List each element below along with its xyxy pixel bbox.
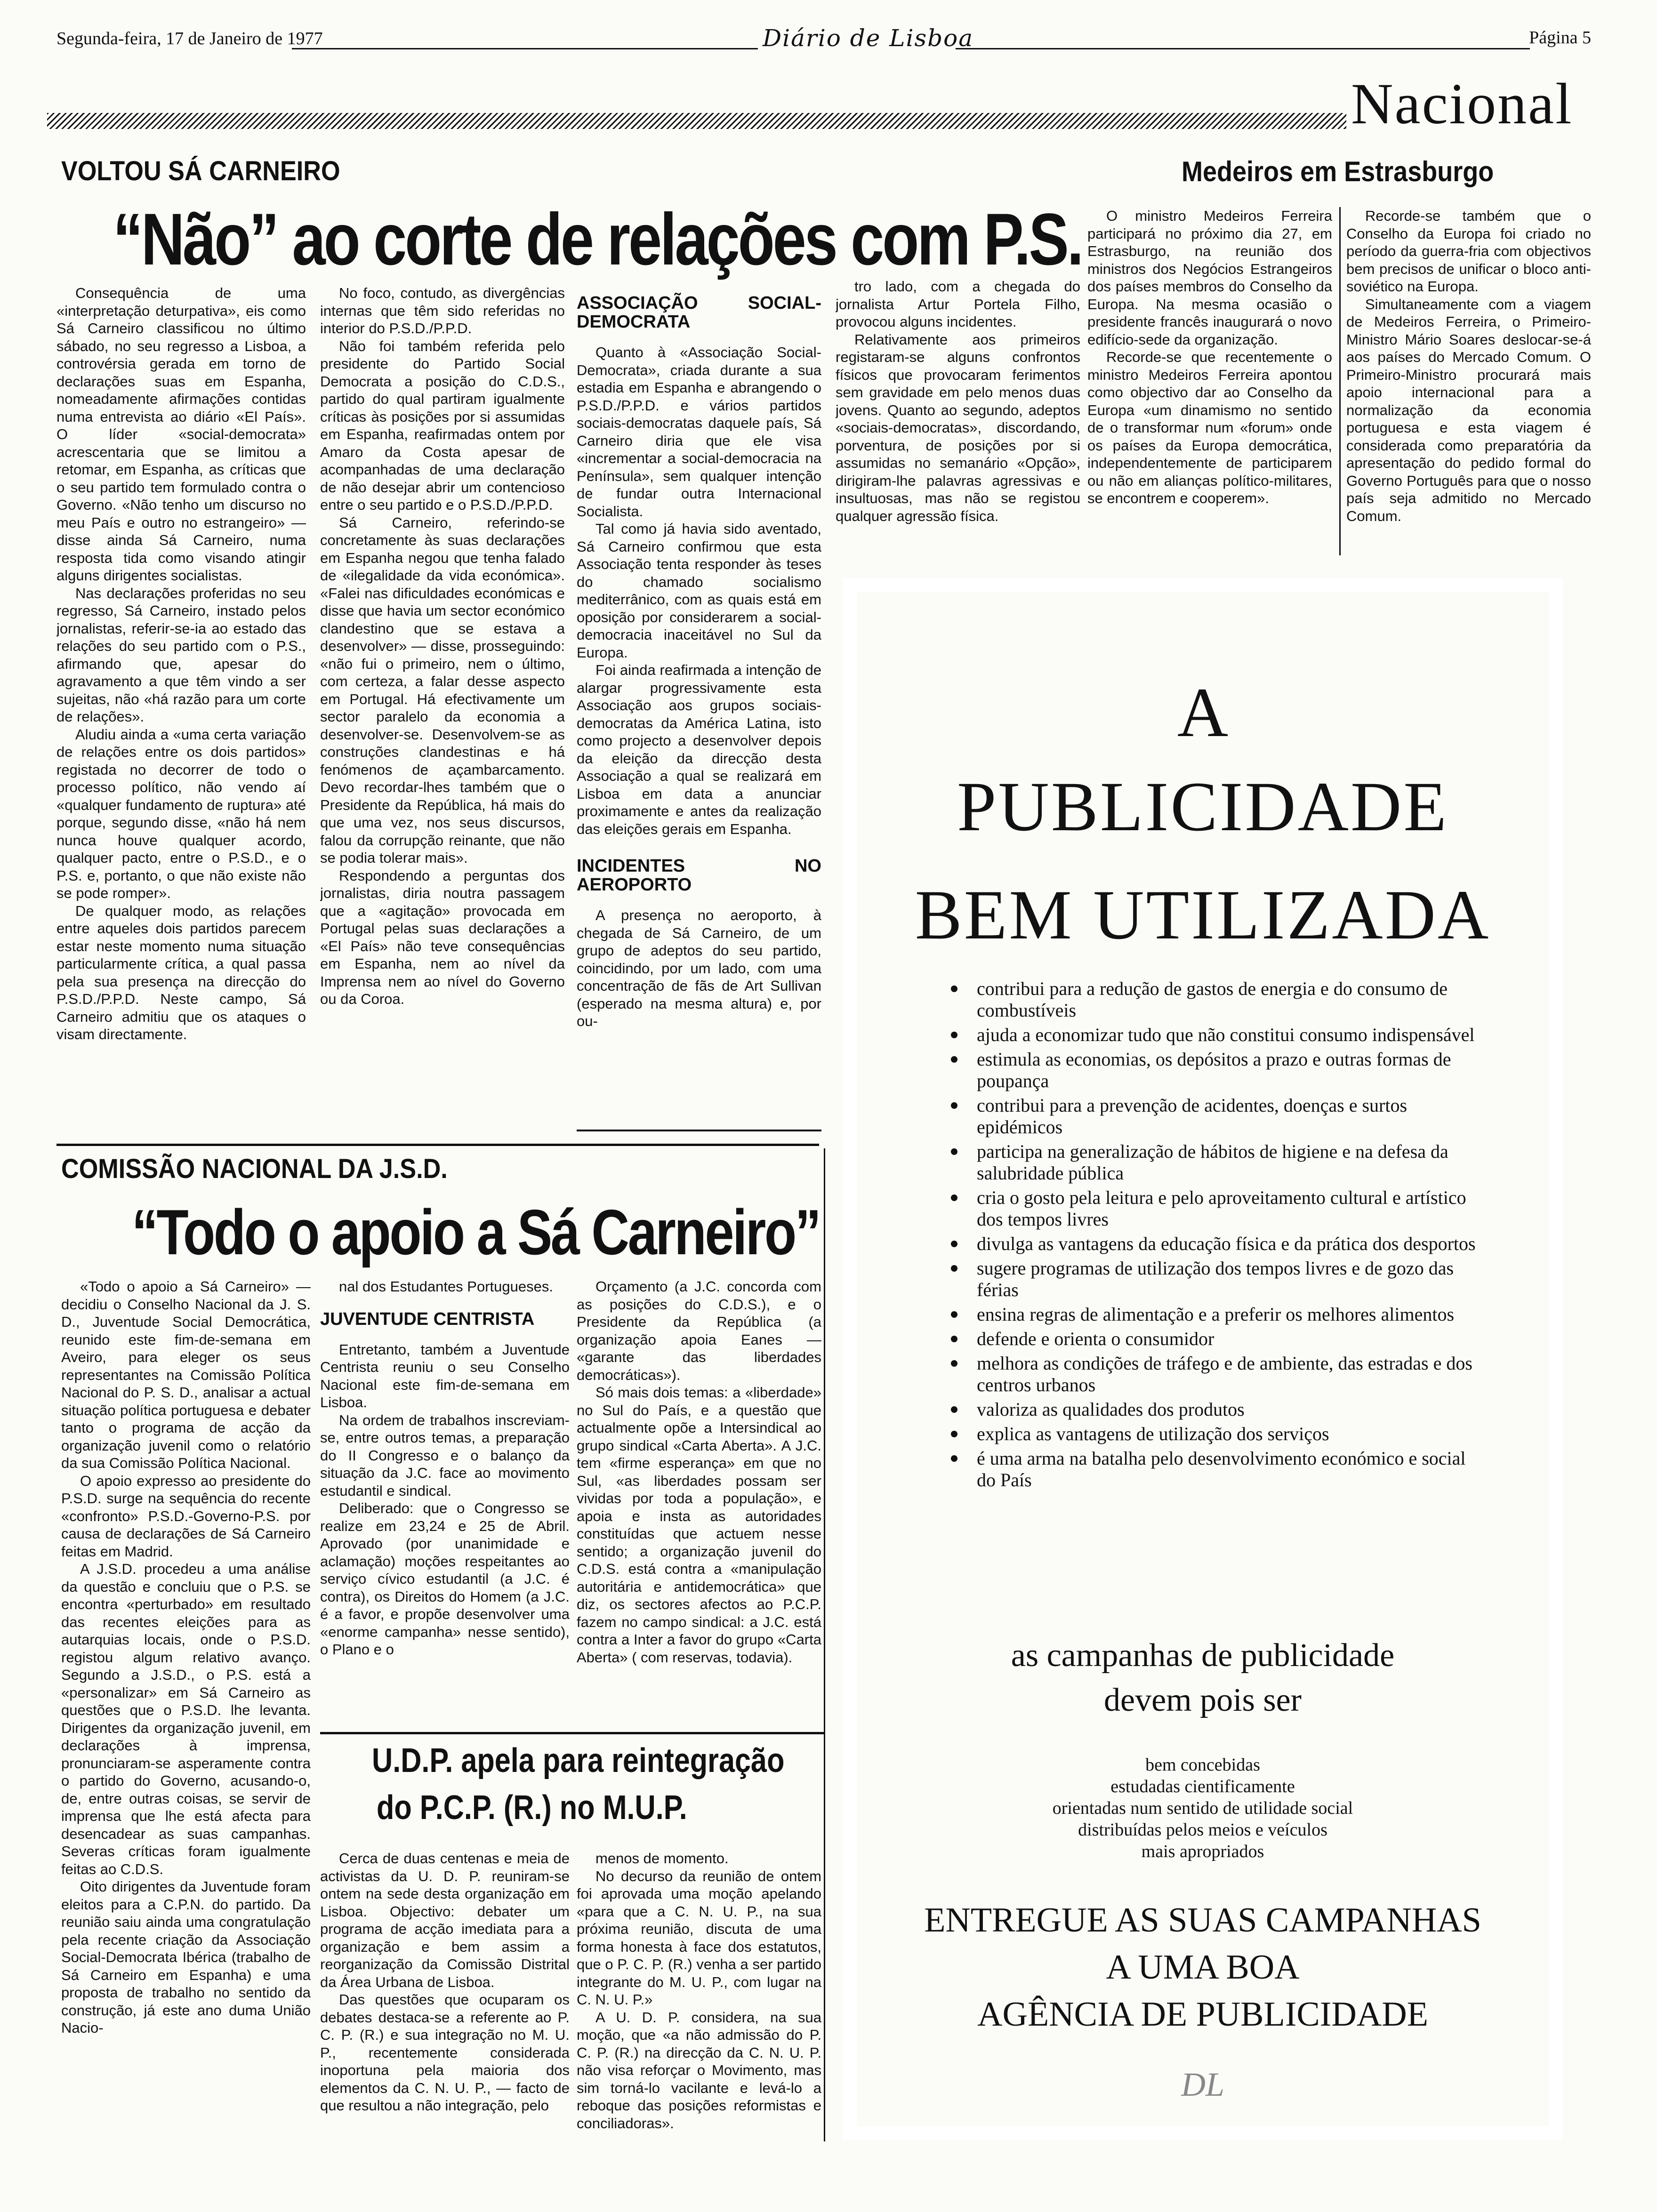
paragraph: No decurso da reunião de ontem foi aprovada uma moção apelando «para que a C. N. U. P., na sua próxima reunião, discuta de uma forma honesta à face dos estatutos, que o P. C. P. (R.) venha a ser partido integrante do M. U. P., com lugar na C. N. U. P.» [577, 1867, 821, 2008]
paragraph: Simultaneamente com a viagem de Medeiros Ferreira, o Primeiro-Ministro Mário Soares deslocar-se-á aos países do Mercado Comum. O Primeiro-Ministro procurará mais apoio internacional para a normalização da economia portuguesa e esta viagem é considerada como preparatória da apresentação do pedido formal do Governo Português para que o nosso país seja admitido no Mercado Comum. [1346, 296, 1591, 524]
ad-line-a: A [1177, 673, 1229, 752]
ad-middle-line-1: as campanhas de publicidade [1011, 1637, 1395, 1674]
ad-bullet-item [951, 1353, 1478, 1396]
story1-column-3 [577, 292, 821, 1130]
ad-bottom-line-2: A UMA BOA [1106, 1948, 1300, 1987]
ad-bullet-item [951, 978, 1478, 1021]
ad-bullet-text: é uma arma na batalha pelo desenvolvimento económico e social do País [977, 1448, 1466, 1491]
ad-small-line-2: estudadas cientificamente [1110, 1777, 1295, 1796]
section-title: Nacional [1351, 72, 1573, 136]
ad-bottom-line-3: AGÊNCIA DE PUBLICIDADE [977, 1995, 1428, 2034]
paragraph: A U. D. P. considera, na sua moção, que «a não admissão do P. C. P. (R.) na direcção da C. N. U. P. não visa reforçar o Movimento, mas sim torná-lo vacilante e levá-lo a reboque das posições reformistas e conciliadoras». [577, 2009, 821, 2132]
bullet-icon [951, 1406, 957, 1413]
story4-top-rule [320, 1732, 824, 1734]
paragraph: nal dos Estudantes Portugueses. [339, 1278, 553, 1295]
bullet-icon [951, 1455, 957, 1462]
bullet-icon [951, 1311, 957, 1318]
story3-top-rule [56, 1144, 819, 1146]
bullet-icon [951, 986, 957, 992]
ad-bullet-item [951, 1187, 1478, 1230]
ad-bullet-text: estimula as economias, os depósitos a prazo e outras formas de poupança [977, 1049, 1451, 1091]
story2-kicker: Medeiros em Estrasburgo [1182, 156, 1494, 187]
paragraph: «Todo o apoio a Sá Carneiro» — decidiu o Conselho Nacional da J. S. D., Juventude Social Democrática, reunido este fim-de-semana em Aveiro, para eleger os seus representantes na Comissão Política Nacional do P. S. D., analisar a actual situação política portuguesa e debater tanto o programa de acção da organização juvenil como o relatório da sua Comissão Política Nacional. [61, 1278, 311, 1471]
newspaper-title: Diário de Lisboa [763, 24, 974, 52]
bullet-icon [951, 1336, 957, 1342]
paragraph: Foi ainda reafirmada a intenção de alargar progressivamente esta Associação aos grupos sociais-democratas da América Latina, isto como projecto a desenvolver depois da eleição da direcção desta Associação a qual se realizará em Lisboa em data a anunciar proximamente e antes da realização das eleições gerais em Espanha. [577, 662, 821, 837]
story4-headline-line2: do P.C.P. (R.) no M.U.P. [377, 1789, 687, 1827]
masthead [47, 19, 1596, 56]
story1-column-2 [320, 284, 565, 1122]
paragraph: Na ordem de trabalhos inscreviam-se, entre outros temas, a preparação do II Congresso e o balanço da situação da J.C. face ao movimento estudantil e sindical. [320, 1411, 570, 1499]
paragraph: A presença no aeroporto, à chegada de Sá Carneiro, de um grupo de adeptos do seu partido, coincidindo, por um lado, com uma concentração de fãs de Art Sullivan (esperado na mesma altura) e, por ou- [577, 907, 821, 1029]
ad-bullet-text: contribui para a prevenção de acidentes, doenças e surtos epidémicos [977, 1095, 1408, 1138]
story2-column-2 [1346, 207, 1591, 555]
paragraph: Recorde-se que recentemente o ministro Medeiros Ferreira apontou como objectivo dar ao Conselho da Europa «um dinamismo no sentido de o transformar num «forum» onde os países da Europa democrática, independentemente de participarem ou não em alianças político-militares, se encontrem e cooperem». [1087, 349, 1332, 506]
ad-middle-line-2: devem pois ser [1104, 1682, 1302, 1718]
paragraph: Recorde-se também que o Conselho da Europa foi criado no período da guerra-fria com objectivos bem precisos de unificar o bloco anti-soviético na Europa. [1346, 208, 1591, 295]
section-hatch-bar [47, 113, 1346, 129]
story1-column-1 [56, 284, 306, 1122]
ad-logo: DL [1181, 2066, 1225, 2103]
paragraph: Oito dirigentes da Juventude foram eleitos para a C.P.N. do partido. Da reunião saiu ainda uma congratulação pela recente criação da Associação Social-Democrata Ibérica (trabalho de Sá Carneiro em Espanha) e uma proposta de trabalho no sentido da construção, já este ano duma União Nacio- [61, 1878, 311, 2036]
ad-bullet-text: valoriza as qualidades dos produtos [977, 1399, 1245, 1420]
story4-column-1 [320, 1850, 570, 2141]
paragraph: Só mais dois temas: a «liberdade» no Sul do País, e a questão que actualmente opõe a Intersindical ao grupo sindical «Carta Aberta». A J.C. tem «firme esperança» em que no Sul, «as liberdades possam ser vividas por toda a população», e apoia e insta as autoridades constituídas que actuem nesse sentido; a organização juvenil do C.D.S. está contra a «manipulação autoritária e antidemocrática» que diz, os sectores afectos ao P.C.P. fazem no campo sindical: a J.C. está contra a Inter a favor do grupo «Carta Aberta» ( com reservas, todavia). [577, 1384, 821, 1666]
ad-bullet-text: cria o gosto pela leitura e pelo aproveitamento cultural e artístico dos tempos livres [977, 1187, 1466, 1230]
ad-bullet-text: contribui para a redução de gastos de energia e do consumo de combustíveis [977, 978, 1448, 1021]
ad-small-line-3: orientadas num sentido de utilidade social [1052, 1798, 1353, 1818]
paragraph: Orçamento (a J.C. concorda com as posições do C.D.S.), e o Presidente da República (a organização apoia Eanes — «garante das liberdades democráticas»). [577, 1278, 821, 1383]
subheading-juventude-centrista: JUVENTUDE CENTRISTA [320, 1309, 535, 1329]
story2-column-1 [1087, 207, 1332, 555]
paragraph: Não foi também referida pelo presidente do Partido Social Democrata a posição do C.D.S., partido do qual partiram igualmente críticas às posições por si assumidas em Espanha, reafirmadas ontem por Amaro da Costa apesar de acompanhadas de uma declaração de não desejar abrir um contencioso entre o seu partido e o P.S.D./P.P.D. [320, 337, 565, 513]
story2-column-rule [1339, 207, 1341, 555]
ad-bullet-text: ensina regras de alimentação e a preferir os melhores alimentos [977, 1304, 1455, 1325]
ad-bullet-item [951, 1304, 1478, 1325]
masthead-rule-left [292, 48, 758, 49]
paragraph: Consequência de uma «interpretação deturpativa», eis como Sá Carneiro classificou no último sábado, no seu regresso a Lisboa, a controvérsia gerada em torno de declarações suas em Espanha, nomeadamente afirmações contidas numa entrevista ao diário «El País». O líder «social-democrata» acrescentaria que se limitou a retomar, em Espanha, as críticas que o seu partido tem formulado contra o Governo. «Não tenho um discurso no meu País e outro no estrangeiro» — disse ainda Sá Carneiro, numa resposta tida como visando atingir alguns dirigentes socialistas. [56, 285, 306, 584]
bullet-icon [951, 1056, 957, 1063]
ad-bullet-item [951, 1141, 1478, 1184]
paragraph: No foco, contudo, as divergências internas que têm sido referidas no interior do P.S.D./P.P.D. [320, 285, 565, 337]
ad-bullet-text: explica as vantagens de utilização dos serviços [977, 1423, 1329, 1444]
ad-bullet-text: ajuda a economizar tudo que não constitui consumo indispensável [977, 1024, 1475, 1045]
story1-column-4 [836, 278, 1080, 560]
bullet-icon [951, 1241, 957, 1247]
page-number: Página 5 [1529, 28, 1591, 48]
paragraph: De qualquer modo, as relações entre aqueles dois partidos parecem estar neste momento numa situação particularmente crítica, a qual passa pela sua presença na direcção do P.S.D./P.P.D. Neste campo, Sá Carneiro admitiu que os ataques o visam directamente. [56, 902, 306, 1042]
advertisement [843, 578, 1563, 2140]
bullet-icon [951, 1032, 957, 1038]
paragraph: Nas declarações proferidas no seu regresso, Sá Carneiro, instado pelos jornalistas, referir-se-ia ao estado das relações do seu partido com o P.S., afirmando que, apesar do agravamento a que têm vindo a ser sujeitas, não «há razão para um corte de relações». [56, 585, 306, 725]
story1-headline: “Não” ao corte de relações com P.S. [113, 199, 1082, 281]
ad-bullet-text: defende e orienta o consumidor [977, 1328, 1215, 1349]
bullet-icon [951, 1148, 957, 1155]
ad-bullet-item [951, 1448, 1478, 1491]
paragraph: Quanto à «Associação Social-Democrata», criada durante a sua estadia em Espanha e abrangendo o P.S.D./P.P.D. e vários partidos sociais-democratas daquele país, Sá Carneiro diria que ele visa «incrementar a social-democracia na Península», sem qualquer intenção de fundar outra Internacional Socialista. [577, 344, 821, 520]
ad-bullet-item [951, 1024, 1478, 1046]
bullet-icon [951, 1265, 957, 1272]
paragraph: menos de momento. [595, 1850, 729, 1867]
ad-bullet-item [951, 1233, 1478, 1255]
ad-bullet-item [951, 1258, 1478, 1301]
ad-bullet-text: divulga as vantagens da educação física e da prática dos desportos [977, 1233, 1476, 1254]
paragraph: Relativamente aos primeiros registaram-se alguns confrontos físicos que provocaram ferimentos sem gravidade em pelo menos duas jovens. Quanto ao segundo, adeptos «sociais-democratas», discordando, porventura, de posições por si assumidas no semanário «Opção», dirigiram-lhe palavras agressivas e insultuosas, mas não se registou qualquer agressão física. [836, 331, 1080, 524]
subheading-incidentes: INCIDENTES NO AEROPORTO [577, 856, 821, 895]
ad-bullet-item [951, 1423, 1478, 1445]
ad-small-line-4: distribuídas pelos meios e veículos [1078, 1820, 1327, 1840]
ad-bullet-item [951, 1049, 1478, 1092]
paragraph: O apoio expresso ao presidente do P.S.D. surge na sequência do recente «confronto» P.S.D.-Governo-P.S. por causa de declarações de Sá Carneiro feitas em Madrid. [61, 1472, 311, 1560]
story3-column-3 [577, 1278, 821, 1720]
paragraph: Respondendo a perguntas dos jornalistas, diria noutra passagem que a «agitação» provocada em Portugal pelas suas declarações a «El País» não teve consequências em Espanha, nem ao nível da Imprensa nem ao nível do Governo ou da Coroa. [320, 867, 565, 1007]
ad-small-line-1: bem concebidas [1145, 1755, 1260, 1775]
paragraph: Das questões que ocuparam os debates destaca-se a referente ao P. C. P. (R.) e sua integração no M. U. P., recentemente considerada inoportuna pela maioria dos elementos da C. N. U. P., — facto de que resultou a não integração, pelo [320, 1991, 570, 2114]
story1-end-rule [577, 1130, 821, 1131]
ad-bullet-text: melhora as condições de tráfego e de ambiente, das estradas e dos centros urbanos [977, 1353, 1472, 1395]
bullet-icon [951, 1194, 957, 1201]
story3-kicker: COMISSÃO NACIONAL DA J.S.D. [61, 1154, 448, 1184]
story4-column-2 [577, 1850, 821, 2141]
ad-bullet-text: participa na generalização de hábitos de higiene e na defesa da salubridade pública [977, 1141, 1448, 1184]
story3-right-rule [824, 1148, 825, 2141]
story1-kicker: VOLTOU SÁ CARNEIRO [61, 156, 340, 186]
ad-bullet-item [951, 1328, 1478, 1350]
paragraph: O ministro Medeiros Ferreira participará no próximo dia 27, em Estrasburgo, na reunião dos ministros dos Negócios Estrangeiros dos países membros do Conselho da Europa. Na mesma ocasião o presidente francês inaugurará o novo edifício-sede da organização. [1087, 208, 1332, 348]
story1-col1-body [56, 284, 306, 1043]
ad-bullet-item [951, 1399, 1478, 1420]
paragraph: Tal como já havia sido aventado, Sá Carneiro confirmou que esta Associação tenta responder às teses do chamado socialismo mediterrânico, com as quais está em oposição por considerarem a social-democracia inaceitável no Sul da Europa. [577, 521, 821, 661]
ad-small-line-5: mais apropriados [1141, 1842, 1264, 1861]
ad-bullet-item [951, 1095, 1478, 1138]
bullet-icon [951, 1360, 957, 1367]
ad-line-publicidade: PUBLICIDADE [957, 768, 1448, 846]
advertisement-inner [857, 592, 1549, 2126]
paragraph: Aludiu ainda a «uma certa variação de relações entre os dois partidos» registada no decorrer de todo o processo político, não vendo aí «qualquer fundamento de ruptura» até porque, segundo disse, «não há nem nunca houve qualquer acordo, qualquer pacto, entre o P.S.D., e o P.S. e, portanto, o que não existe não se pode romper». [56, 726, 306, 901]
story3-headline: “Todo o apoio a Sá Carneiro” [132, 1196, 820, 1268]
story3-column-2 [320, 1278, 570, 1720]
ad-benefits-list [951, 978, 1478, 1494]
paragraph: Cerca de duas centenas e meia de activistas da U. D. P. reuniram-se ontem na sede desta organização em Lisboa. Objectivo: debater um programa de acção imediata para a organização e bem assim a reorganização da Comissão Distrital da Área Urbana de Lisboa. [320, 1850, 570, 1990]
paragraph: tro lado, com a chegada do jornalista Artur Portela Filho, provocou alguns incidentes. [836, 278, 1080, 330]
story4-headline-line1: U.D.P. apela para reintegração [372, 1742, 785, 1779]
ad-bullet-text: sugere programas de utilização dos tempos livres e de gozo das férias [977, 1258, 1454, 1300]
issue-date: Segunda-feira, 17 de Janeiro de 1977 [56, 29, 323, 48]
paragraph: Deliberado: que o Congresso se realize em 23,24 e 25 de Abril. Aprovado (por unanimidade e aclamação) moções respeitantes ao serviço cívico estudantil (a J.C. é contra), os Direitos do Homem (a J.C. é a favor, e propõe desenvolver uma «enorme campanha» nesse sentido), o Plano e o [320, 1500, 570, 1658]
bullet-icon [951, 1431, 957, 1437]
subheading-associacao: ASSOCIAÇÃO SOCIAL-DEMOCRATA [577, 293, 821, 332]
bullet-icon [951, 1102, 957, 1109]
story3-column-1 [61, 1278, 311, 2139]
paragraph: A J.S.D. procedeu a uma análise da questão e concluiu que o P.S. se encontra «perturbado» em resultado das recentes eleições para as autarquias locais, onde o P.S.D. registou algum relativo avanço. Segundo a J.S.D., o P.S. está a «personalizar» em Sá Carneiro as questões que o P.S.D. lhe levanta. Dirigentes da organização juvenil, em declarações à imprensa, pronunciaram-se asperamente contra o partido do Governo, acusando-o, de, entre outras coisas, se servir de imprensa que lhe está afecta para desencadear as suas campanhas. Severas críticas foram igualmente feitas ao C.D.S. [61, 1561, 311, 1877]
ad-bottom-line-1: ENTREGUE AS SUAS CAMPANHAS [924, 1901, 1481, 1940]
paragraph: Sá Carneiro, referindo-se concretamente às suas declarações em Espanha negou que tenha falado de «ilegalidade da vida económica». «Falei nas dificuldades económicas e disse que havia um sector económico clandestino que se estava a desenvolver» — disse, prosseguindo: «não fui o primeiro, nem o último, com certeza, a falar desse aspecto em Portugal. Há efectivamente um sector paralelo da economia a desenvolver-se. Desenvolvem-se as construções clandestinas e há fenómenos de açambarcamento. Devo recordar-lhes também que o Presidente da República, há mais do que uma vez, nos seus discursos, falou da corrupção reinante, que não se podia tolerar mais». [320, 514, 565, 866]
ad-line-bem-utilizada: BEM UTILIZADA [915, 876, 1491, 954]
masthead-rule-right [956, 48, 1530, 49]
paragraph: Entretanto, também a Juventude Centrista reuniu o seu Conselho Nacional este fim-de-semana em Lisboa. [320, 1341, 570, 1411]
